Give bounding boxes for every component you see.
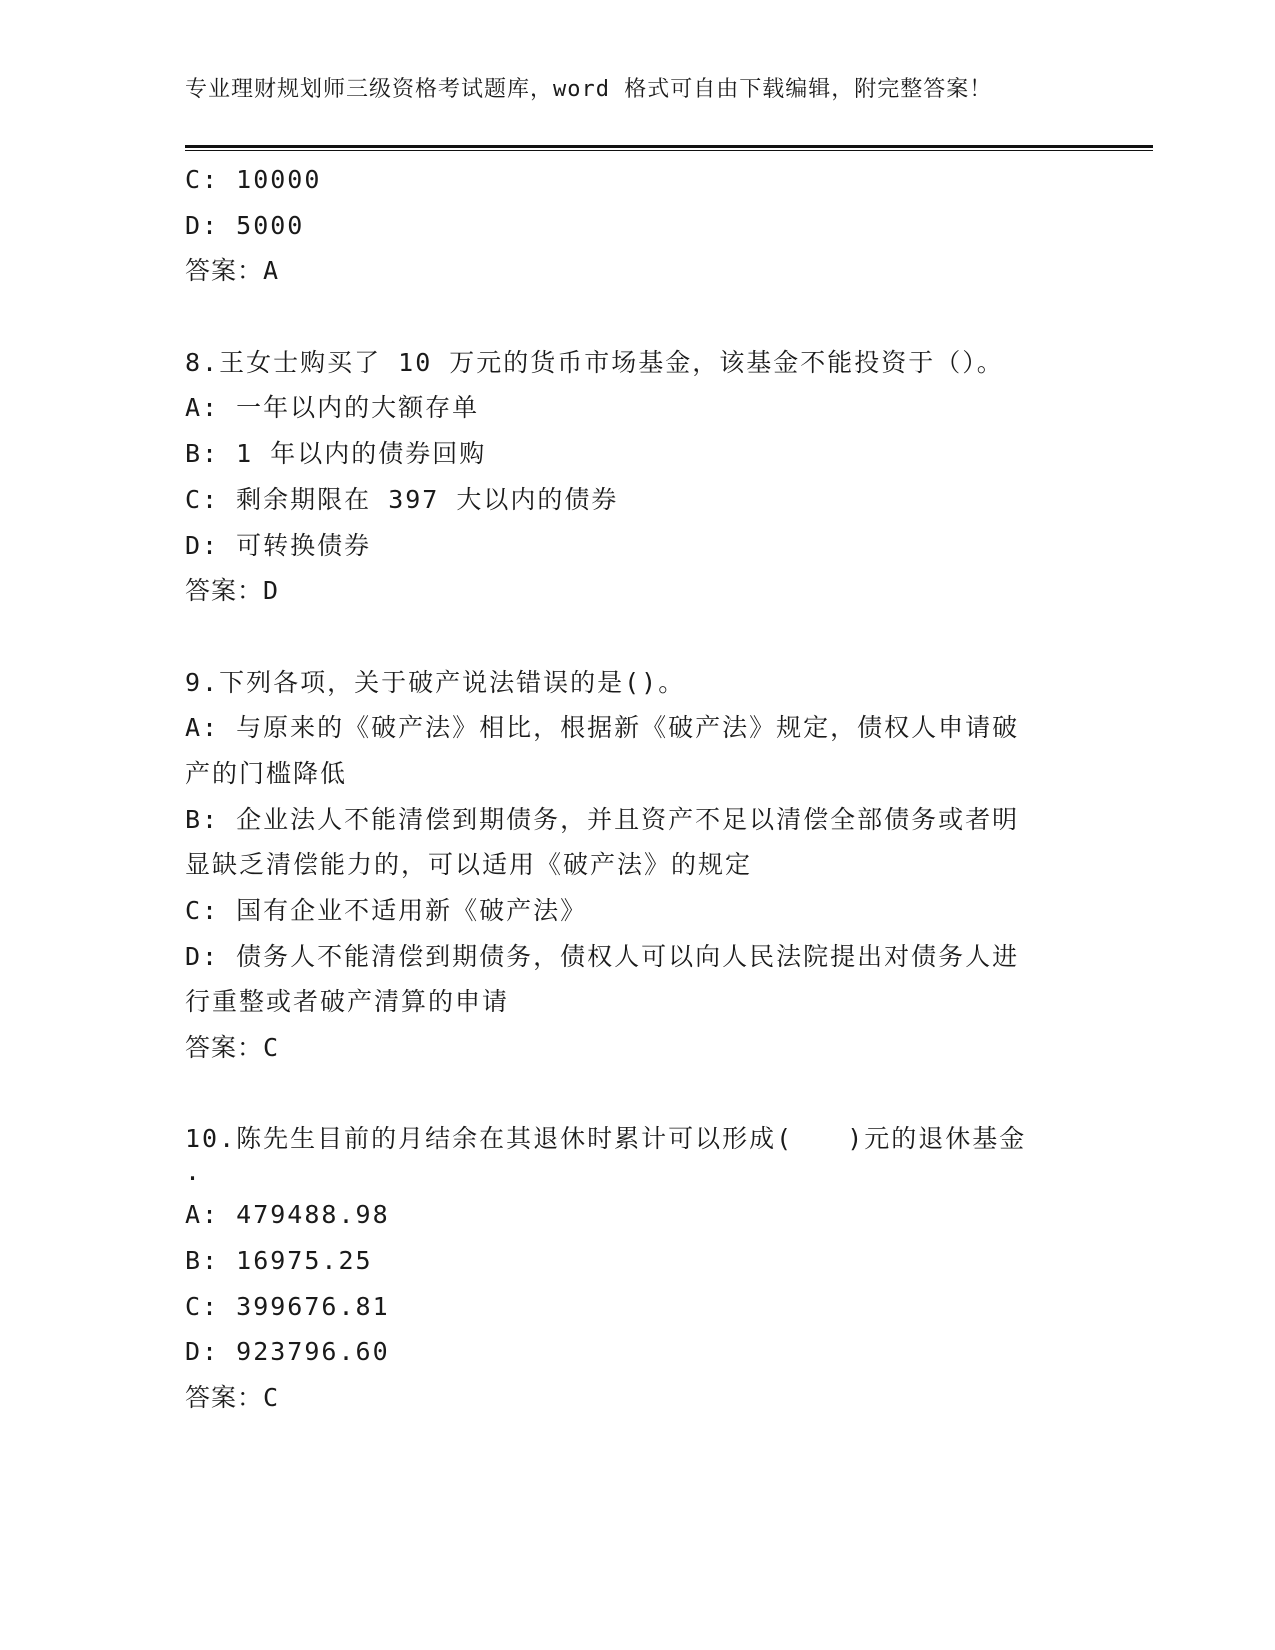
q10-stem: 10.陈先生目前的月结余在其退休时累计可以形成( )元的退休基金 bbox=[185, 1124, 1027, 1154]
q10-option-a: A: 479488.98 bbox=[185, 1200, 390, 1230]
q8-option-c: C: 剩余期限在 397 大以内的债券 bbox=[185, 484, 619, 514]
spacer bbox=[185, 1071, 1075, 1117]
question-body bbox=[185, 157, 1075, 1421]
q8-option-d: D: 可转换债券 bbox=[185, 530, 372, 560]
q9-answer: 答案：C bbox=[185, 1033, 280, 1063]
spacer bbox=[185, 614, 1075, 660]
header-rule bbox=[185, 145, 1153, 151]
q9-stem: 9.下列各项，关于破产说法错误的是()。 bbox=[185, 667, 686, 697]
q10-option-b: B: 16975.25 bbox=[185, 1245, 373, 1275]
q9-option-a-line1: A: 与原来的《破产法》相比，根据新《破产法》规定，债权人申请破 bbox=[185, 713, 1020, 743]
spacer bbox=[185, 294, 1075, 340]
q9-option-d-line2: 行重整或者破产清算的申请 bbox=[185, 987, 510, 1017]
q9-option-a-line2: 产的门槛降低 bbox=[185, 758, 348, 788]
q9-option-b-line2: 显缺乏清偿能力的，可以适用《破产法》的规定 bbox=[185, 850, 753, 880]
q9-option-b-line1: B: 企业法人不能清偿到期债务，并且资产不足以清偿全部债务或者明 bbox=[185, 804, 1020, 834]
q8-stem: 8.王女士购买了 10 万元的货币市场基金，该基金不能投资于（）。 bbox=[185, 347, 1004, 377]
q10-stem-tail: . bbox=[185, 1157, 203, 1187]
q7-option-c: C: 10000 bbox=[185, 165, 322, 194]
q7-answer: 答案：A bbox=[185, 256, 280, 286]
q8-option-b: B: 1 年以内的债券回购 bbox=[185, 439, 487, 469]
q9-option-c: C: 国有企业不适用新《破产法》 bbox=[185, 896, 588, 925]
q8-option-a: A: 一年以内的大额存单 bbox=[185, 393, 480, 423]
q9-option-d-line1: D: 债务人不能清偿到期债务，债权人可以向人民法院提出对债务人进 bbox=[185, 941, 1020, 971]
document-header: 专业理财规划师三级资格考试题库，word 格式可自由下载编辑，附完整答案！ bbox=[185, 77, 993, 102]
q8-answer: 答案：D bbox=[185, 576, 280, 606]
q10-option-c: C: 399676.81 bbox=[185, 1291, 390, 1321]
q7-option-d: D: 5000 bbox=[185, 210, 305, 240]
q10-option-d: D: 923796.60 bbox=[185, 1337, 390, 1367]
q10-answer: 答案：C bbox=[185, 1382, 280, 1412]
